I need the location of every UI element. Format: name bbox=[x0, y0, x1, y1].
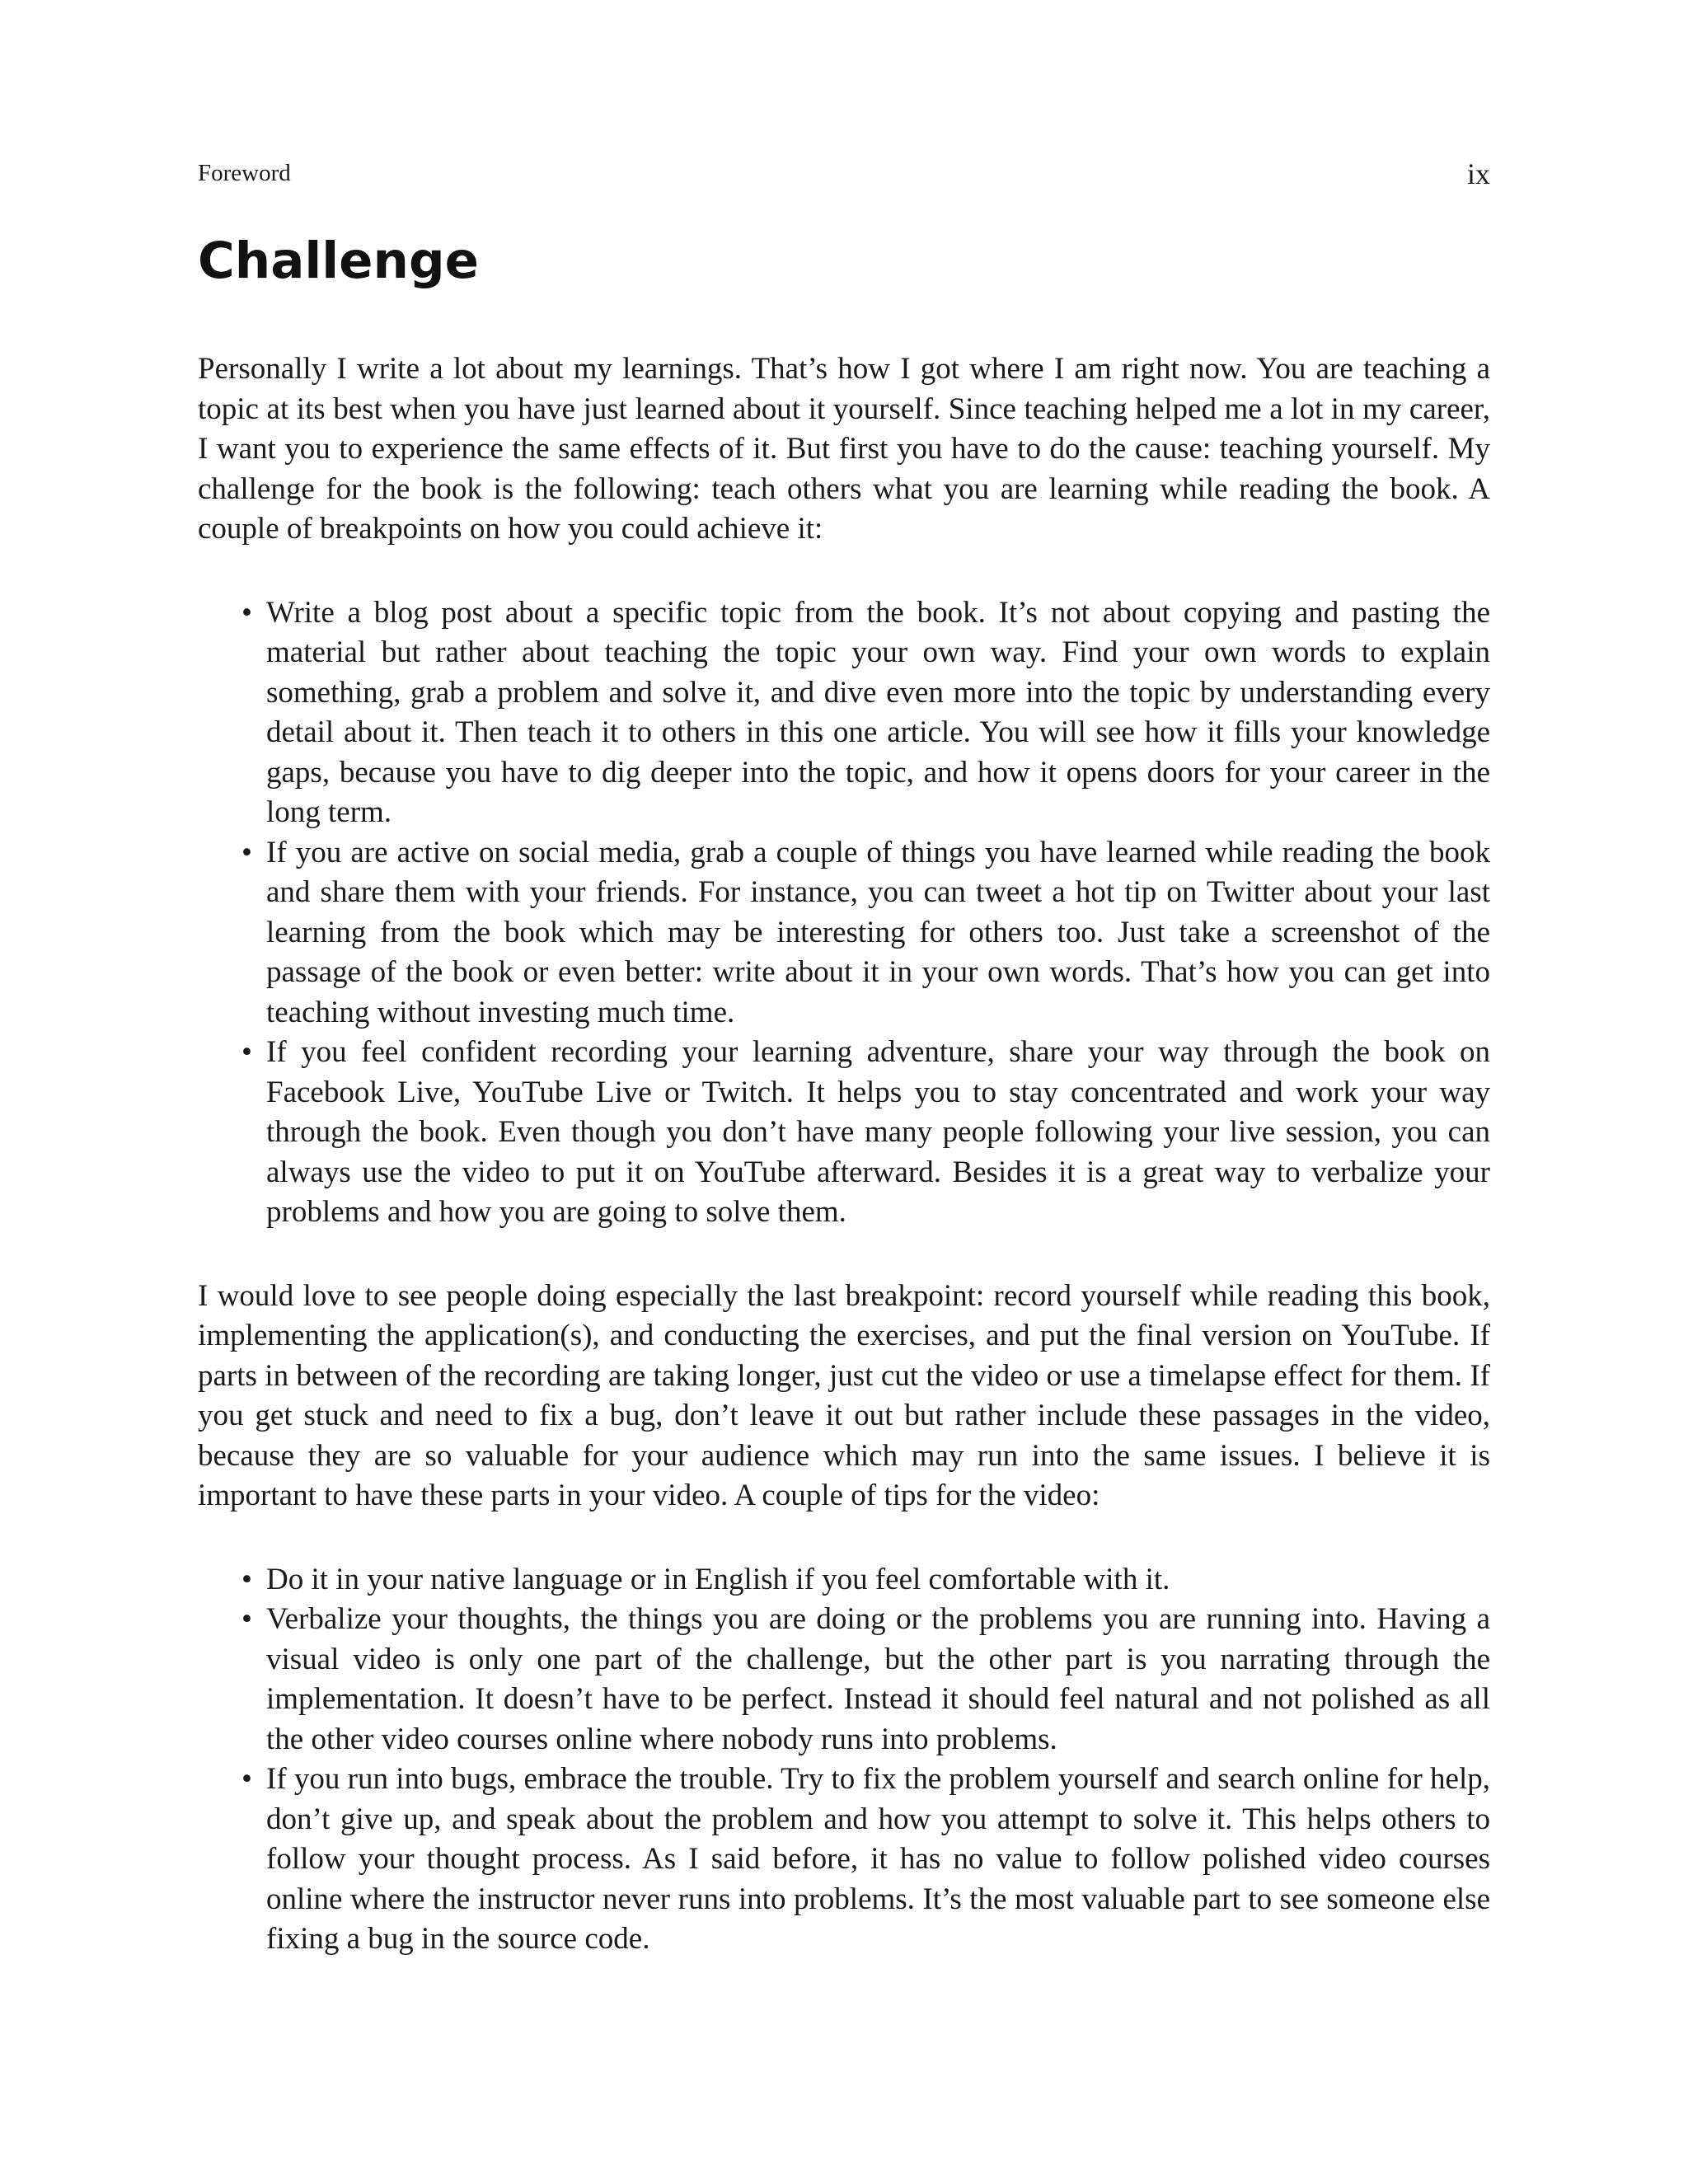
list-item: • If you run into bugs, embrace the trouble. Try to fix the problem yourself and search online for help, don’t give up, and speak about the problem and how you attempt to solve it. This helps others to follow your thought process. As I said before, it has no value to follow polished video courses online where the instructor never runs into problems. It’s the most valuable part to see someone else fixing a bug in the source code. bbox=[266, 1760, 1490, 1960]
running-title: Foreword bbox=[198, 160, 291, 186]
list-item: • Do it in your native language or in English if you feel comfortable with it. bbox=[266, 1560, 1490, 1601]
breakpoints-list bbox=[198, 593, 1490, 1233]
running-header bbox=[198, 157, 1490, 190]
intro-paragraph: Personally I write a lot about my learnings. That’s how I got where I am right now. You are teaching a topic at its best when you have just learned about it yourself. Since teaching helped me a lot in my career, I want you to experience the same effects of it. But first you have to do the cause: teaching yourself. My challenge for the book is the following: teach others what you are learning while reading the book. A couple of breakpoints on how you could achieve it: bbox=[198, 352, 1490, 546]
list-item: • Verbalize your thoughts, the things you are doing or the problems you are running into. Having a visual video is only one part of the challenge, but the other part is you narrating through the implementation. It doesn’t have to be perfect. Instead it should feel natural and not polished as all the other video courses online where nobody runs into problems. bbox=[266, 1600, 1490, 1760]
section-body bbox=[198, 349, 1490, 2004]
list-item: • If you feel confident recording your learning adventure, share your way through the book on Facebook Live, YouTube Live or Twitch. It helps you to stay concentrated and work your way through the book. Even though you don’t have many people following your live session, you can always use the video to put it on YouTube afterward. Besides it is a great way to verbalize your problems and how you are going to solve them. bbox=[266, 1033, 1490, 1233]
list-item: • Write a blog post about a specific topic from the book. It’s not about copying and pasting the material but rather about teaching the topic your own way. Find your own words to explain something, grab a problem and solve it, and dive even more into the topic by understanding every detail about it. Then teach it to others in this one article. You will see how it fills your knowledge gaps, because you have to dig deeper into the topic, and how it opens doors for your career in the long term. bbox=[266, 593, 1490, 833]
section-heading: Challenge bbox=[198, 232, 480, 290]
video-paragraph: I would love to see people doing especially the last breakpoint: record yourself while reading this book, implementing the application(s), and conducting the exercises, and put the final version on YouTube. If parts in between of the recording are taking longer, just cut the video or use a timelapse effect for them. If you get stuck and need to fix a bug, don’t leave it out but rather include these passages in the video, because they are so valuable for your audience which may run into the same issues. I believe it is important to have these parts in your video. A couple of tips for the video: bbox=[198, 1278, 1490, 1512]
page-number: ix bbox=[1466, 157, 1490, 190]
list-item: • If you are active on social media, grab a couple of things you have learned while reading the book and share them with your friends. For instance, you can tweet a hot tip on Twitter about your last learning from the book which may be interesting for others too. Just take a screenshot of the passage of the book or even better: write about it in your own words. That’s how you can get into teaching without investing much time. bbox=[266, 833, 1490, 1033]
video-tips-list bbox=[198, 1560, 1490, 1960]
